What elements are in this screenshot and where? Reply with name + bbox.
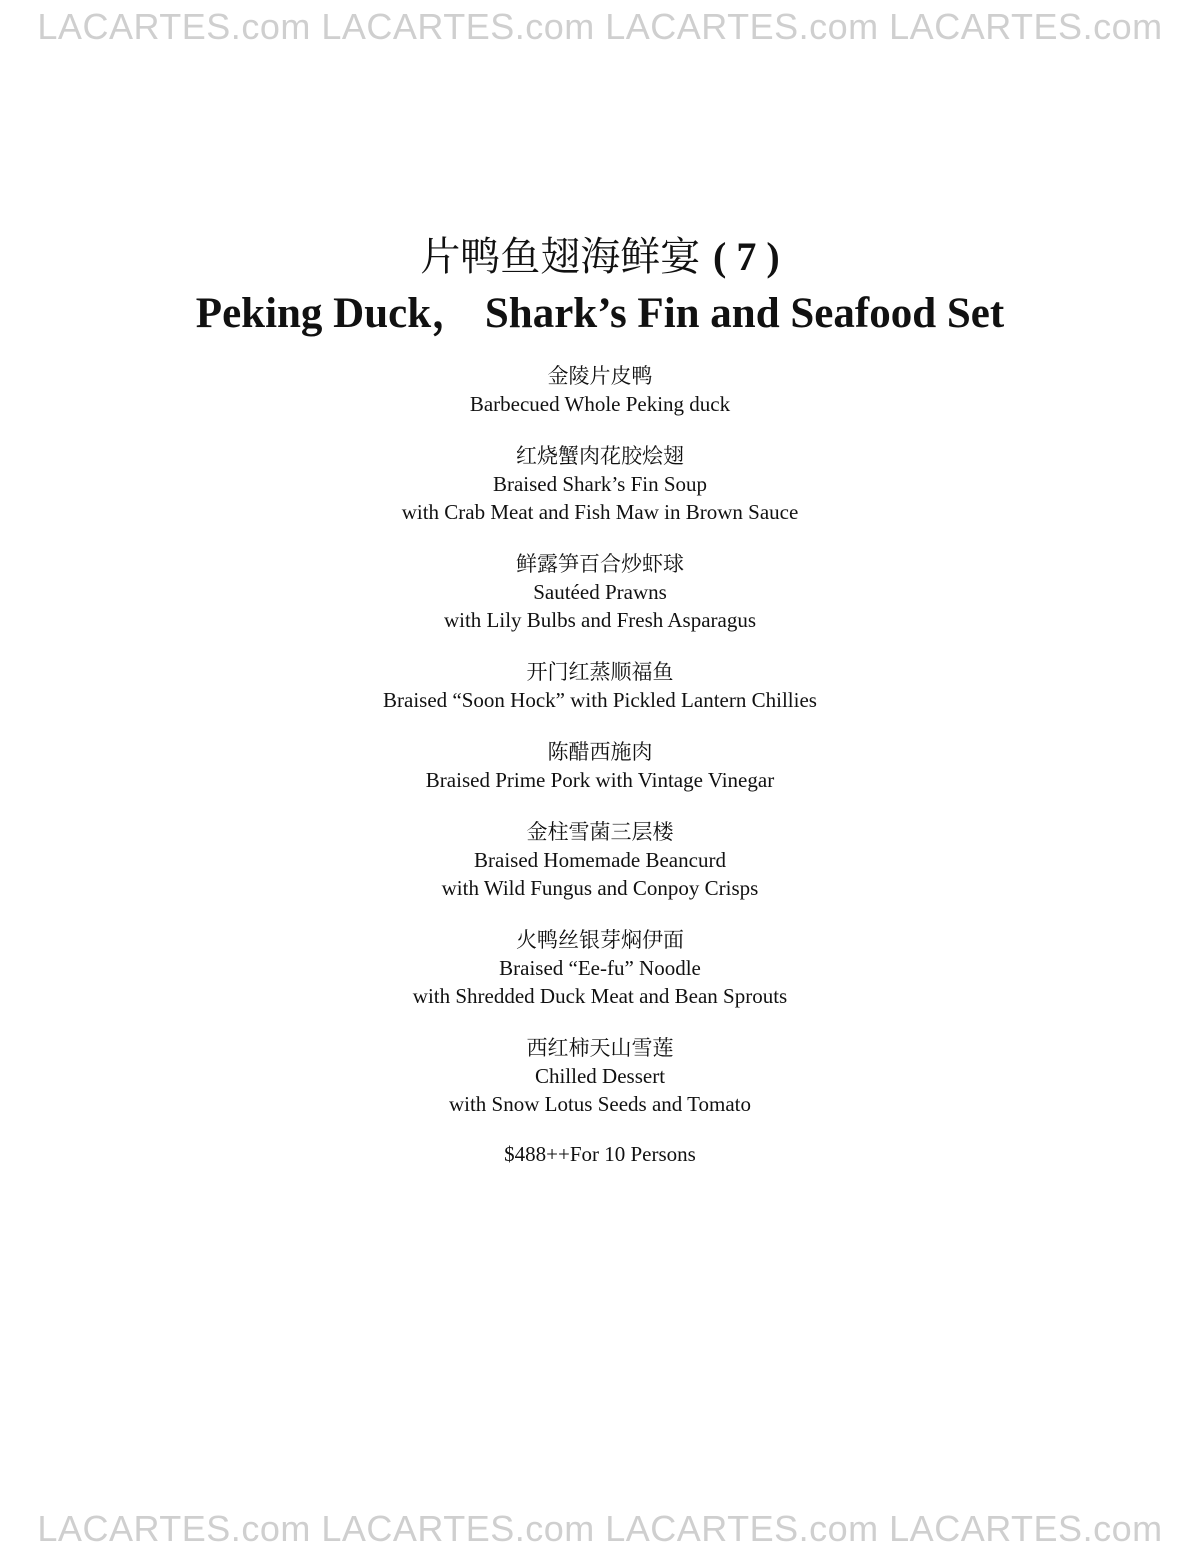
dish-name-english: Braised “Ee-fu” Noodle [499,956,701,980]
dish-item [0,362,1200,418]
set-menu [0,232,1200,1168]
dish-name-chinese: 开门红蒸顺福鱼 [526,660,674,684]
dish-name-chinese: 金柱雪菌三层楼 [526,820,674,844]
dish-item [0,1034,1200,1118]
set-price: $488++For 10 Persons [504,1142,696,1166]
dish-name-english: Braised Prime Pork with Vintage Vinegar [425,768,775,792]
menu-title-chinese-text: 片鸭鱼翅海鲜宴 [420,234,701,280]
dish-name-chinese: 红烧蟹肉花胶烩翅 [516,444,684,468]
dish-item [0,658,1200,714]
dish-item [0,550,1200,634]
watermark-bottom: LACARTES.com LACARTES.com LACARTES.com LACARTES.com [37,1508,1163,1549]
dish-description-english: with Snow Lotus Seeds and Tomato [448,1092,752,1116]
dish-name-english: Chilled Dessert [534,1064,666,1088]
dish-name-chinese: 金陵片皮鸭 [547,364,653,388]
dish-name-chinese: 陈醋西施肉 [547,740,653,764]
dish-name-english: Sautéed Prawns [533,580,667,604]
dish-name-english: Braised Homemade Beancurd [474,848,726,872]
dish-description-english: with Shredded Duck Meat and Bean Sprouts [412,984,788,1008]
dish-item [0,926,1200,1010]
dish-name-english: Barbecued Whole Peking duck [469,392,731,416]
dish-description-english: with Crab Meat and Fish Maw in Brown Sauce [401,500,799,524]
dish-name-chinese: 鲜露笋百合炒虾球 [516,552,684,576]
dish-name-english: Braised “Soon Hock” with Pickled Lantern Chillies [383,688,817,712]
dish-name-chinese: 西红柿天山雪莲 [526,1036,674,1060]
dish-item [0,738,1200,794]
menu-title-chinese [0,232,1200,282]
dish-description-english: with Wild Fungus and Conpoy Crisps [441,876,759,900]
dish-item [0,818,1200,902]
menu-title-english: Peking Duck， Shark’s Fin and Seafood Set [195,290,1005,337]
watermark-top: LACARTES.com LACARTES.com LACARTES.com LACARTES.com [37,6,1163,47]
dish-description-english: with Lily Bulbs and Fresh Asparagus [443,608,757,632]
dish-name-english: Braised Shark’s Fin Soup [492,472,708,496]
menu-set-number: ( 7 ) [713,234,780,279]
dish-item [0,442,1200,526]
dish-list [0,362,1200,1118]
dish-name-chinese: 火鸭丝银芽焖伊面 [516,928,684,952]
